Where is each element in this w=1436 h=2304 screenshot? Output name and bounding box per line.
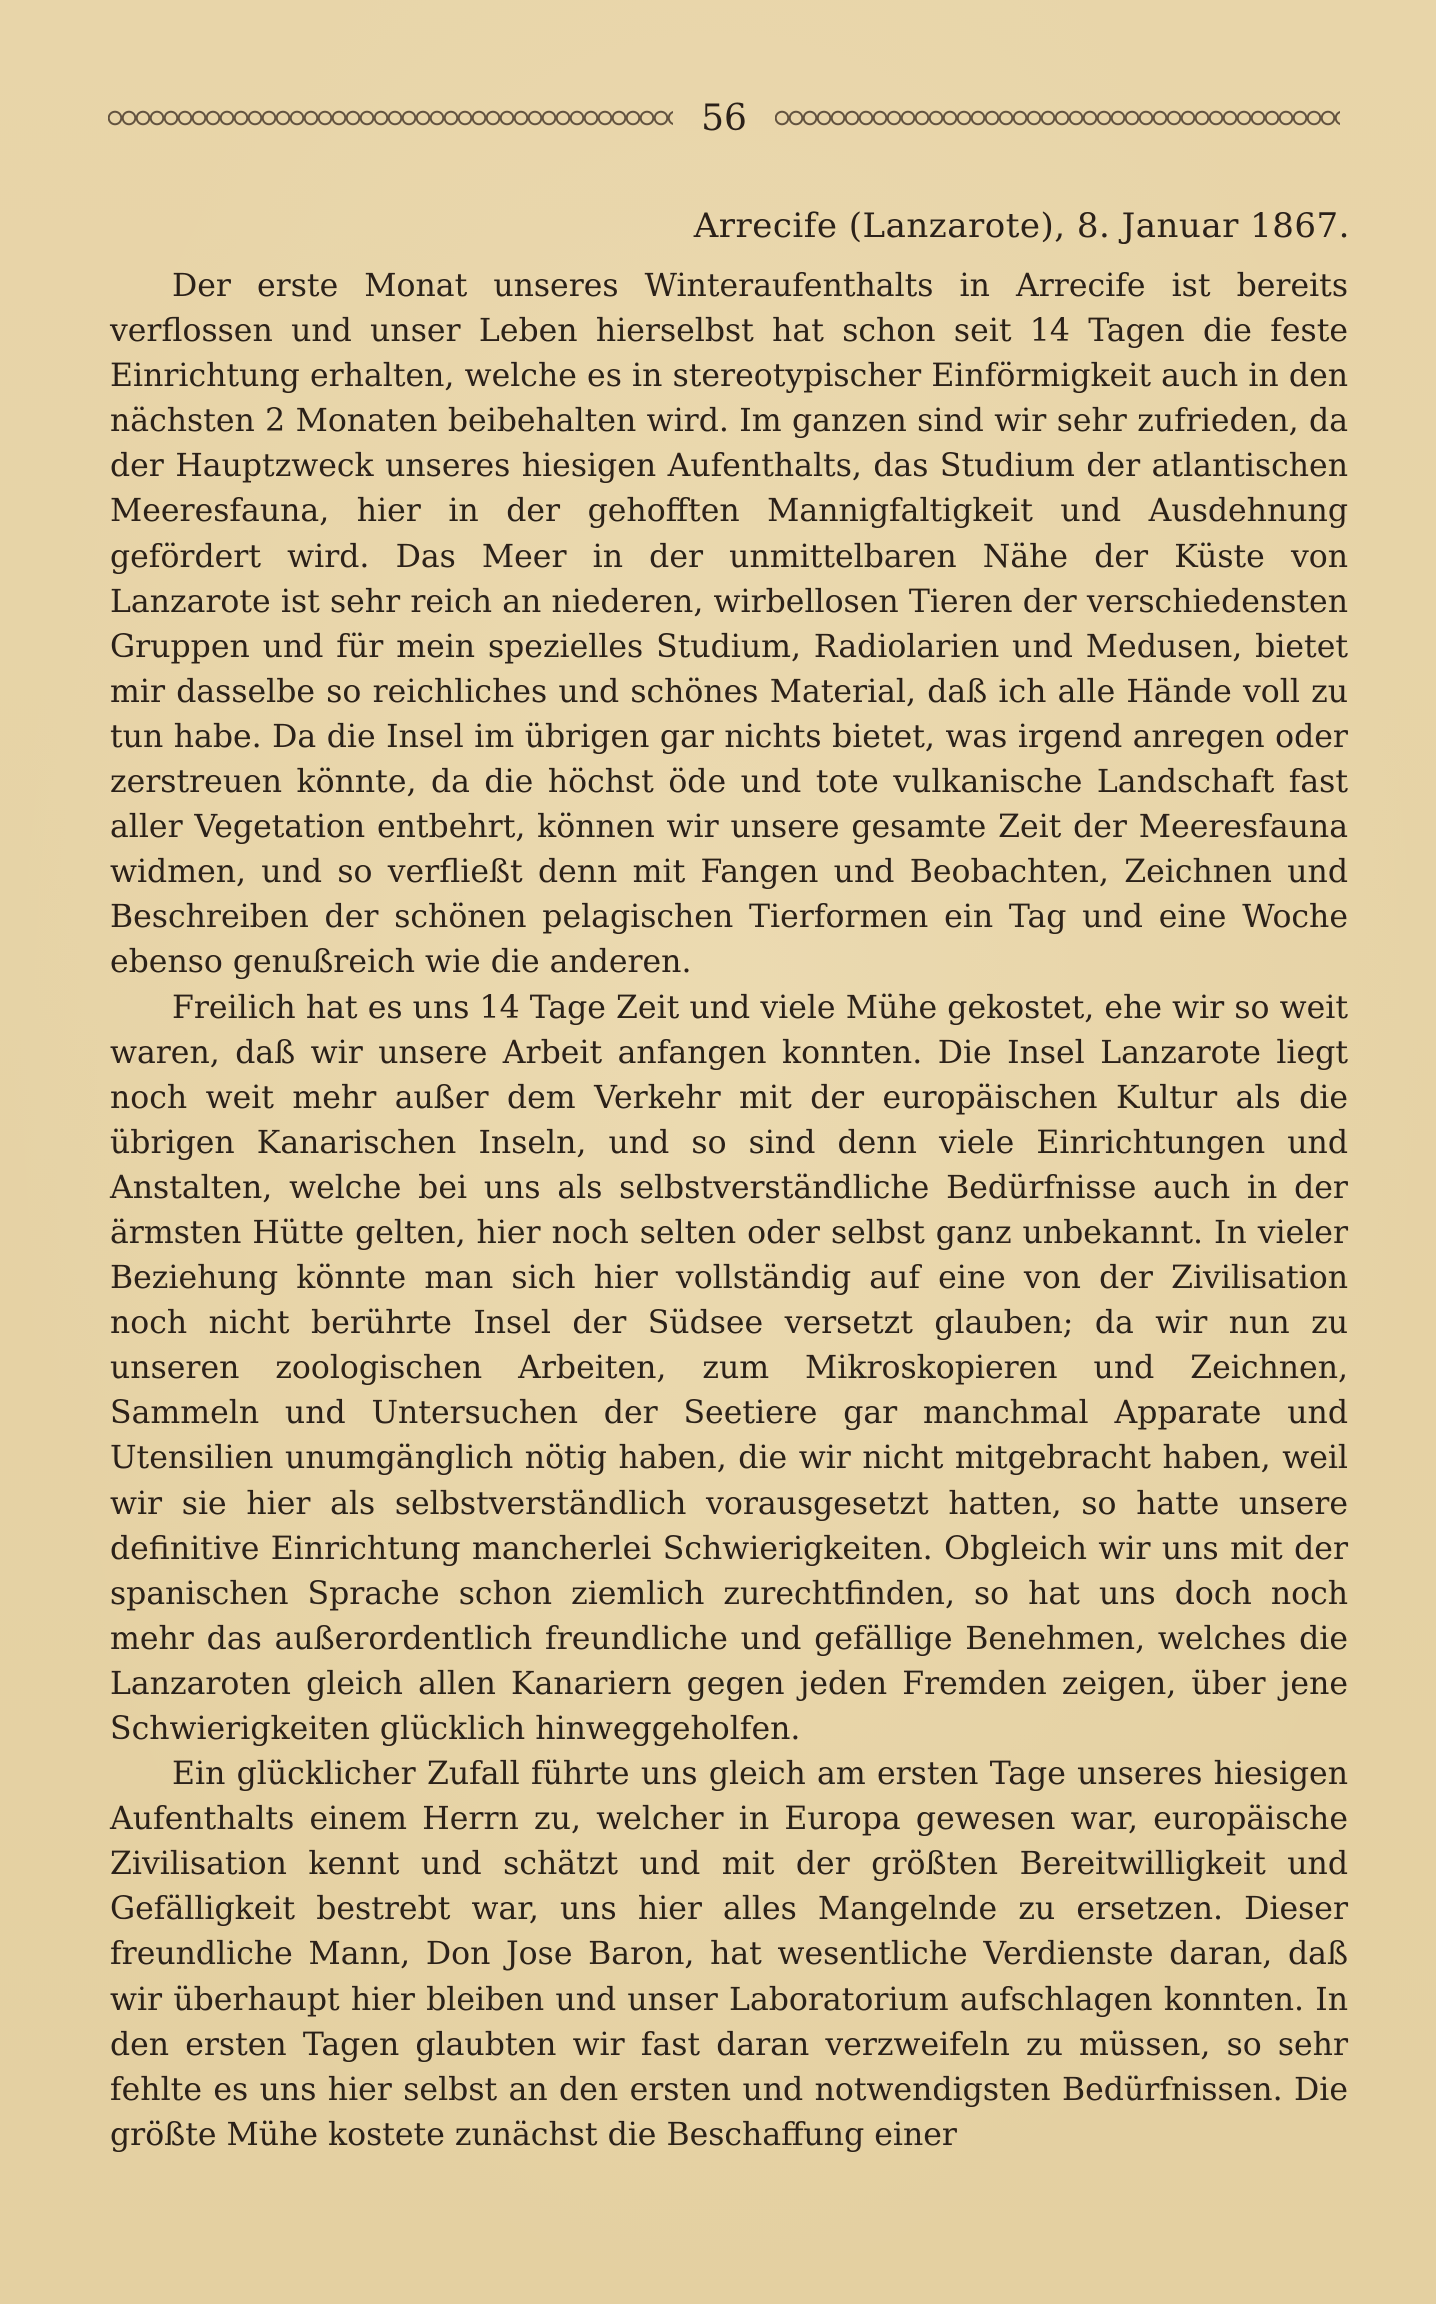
paragraph-1: Der erste Monat unseres Winteraufenthalts in Arrecife ist bereits verflossen und unser Leben hierselbst hat schon seit 14 Tagen die feste Einrichtung erhalten, welche es in stereotypischer Einförmigkeit auch in den nächsten 2 Monaten beibehalten wird. Im ganzen sind wir sehr zufrieden, da der Hauptzweck unseres hiesigen Aufenthalts, das Studium der atlantischen Meeresfauna, hier in der gehofften Mannigfaltigkeit und Ausdehnung gefördert wird. Das Meer in der unmittelbaren Nähe der Küste von Lanzarote ist sehr reich an niederen, wirbellosen Tieren der verschiedensten Gruppen und für mein spezielles Studium, Radiolarien und Medusen, bietet mir dasselbe so reichliches und schönes Material, daß ich alle Hände voll zu tun habe. Da die Insel im übrigen gar nichts bietet, was irgend anregen oder zerstreuen könnte, da die höchst öde und tote vulkanische Landschaft fast aller Vegetation entbehrt, können wir unsere gesamte Zeit der Meeresfauna widmen, und so verfließt denn mit Fangen und Beobachten, Zeichnen und Beschreiben der schönen pelagischen Tierformen ein Tag und eine Woche ebenso genußreich wie die anderen. [110,268,1348,981]
paragraph-3: Ein glücklicher Zufall führte uns gleich am ersten Tage unseres hiesigen Aufenthalts einem Herrn zu, welcher in Europa gewesen war, europäische Zivilisation kennt und schätzt und mit der größten Bereitwilligkeit und Gefälligkeit bestrebt war, uns hier alles Mangelnde zu ersetzen. Dieser freundliche Mann, Don Jose Baron, hat wesentliche Verdienste daran, daß wir überhaupt hier bleiben und unser Laboratorium aufschlagen konnten. In den ersten Tagen glaubten wir fast daran verzweifeln zu müssen, so sehr fehlte es uns hier selbst an den ersten und notwendigsten Bedürfnissen. Die größte Mühe kostete zunächst die Beschaffung einer [110,1756,1348,2153]
page-number: 56 [701,97,747,139]
body-text [110,264,1348,2158]
left-ornament-border [108,105,673,131]
paragraph-2: Freilich hat es uns 14 Tage Zeit und viele Mühe gekostet, ehe wir so weit waren, daß wir unsere Arbeit anfangen konnten. Die Insel Lanzarote liegt noch weit mehr außer dem Verkehr mit der europäischen Kultur als die übrigen Kanarischen Inseln, und so sind denn viele Einrichtungen und Anstalten, welche bei uns als selbstverständliche Bedürfnisse auch in der ärmsten Hütte gelten, hier noch selten oder selbst ganz unbekannt. In vieler Beziehung könnte man sich hier vollständig auf eine von der Zivilisation noch nicht berührte Insel der Südsee versetzt glauben; da wir nun zu unseren zoologischen Arbeiten, zum Mikroskopieren und Zeichnen, Sammeln und Untersuchen der Seetiere gar manchmal Apparate und Utensilien unumgänglich nötig haben, die wir nicht mitgebracht haben, weil wir sie hier als selbstverständlich vorausgesetzt hatten, so hatte unsere definitive Einrichtung mancherlei Schwierigkeiten. Obgleich wir uns mit der spanischen Sprache schon ziemlich zurechtfinden, so hat uns doch noch mehr das außerordentlich freundliche und gefällige Benehmen, welches die Lanzaroten gleich allen Kanariern gegen jeden Fremden zeigen, über jene Schwierigkeiten glücklich hinweggeholfen. [110,989,1348,1747]
page-header [108,96,1340,140]
dateline: Arrecife (Lanzarote), 8. Januar 1867. [693,206,1350,246]
right-ornament-border [775,105,1340,131]
